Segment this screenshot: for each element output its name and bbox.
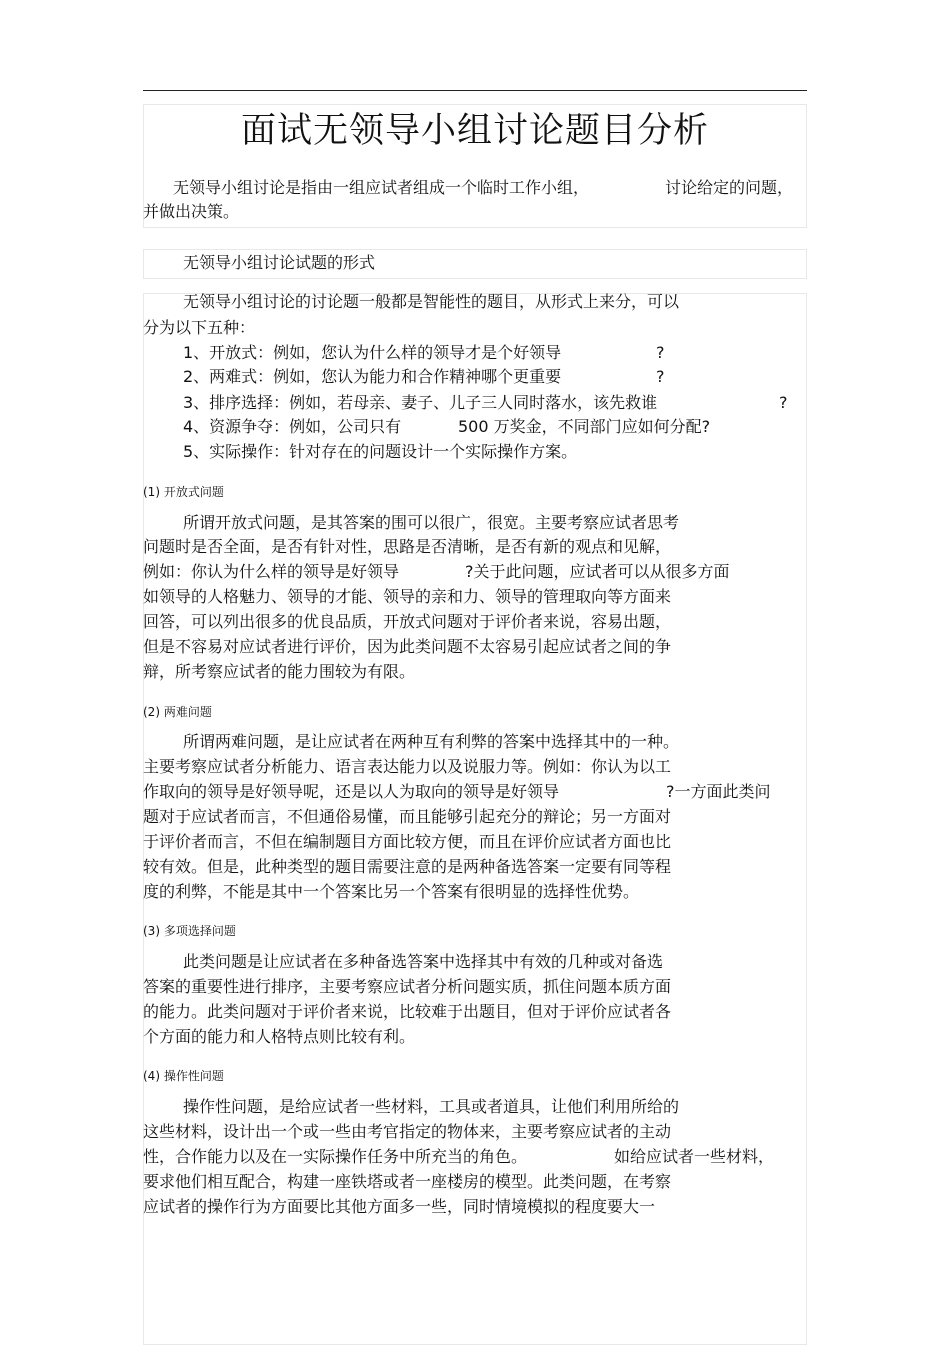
forms-item-3: 3、排序选择：例如，若母亲、妻子、儿子三人同时落水，该先救谁 [183, 393, 658, 412]
forms-item-4: 4、资源争夺：例如，公司只有 [183, 417, 402, 436]
forms-item-1: 1、开放式：例如，您认为什么样的领导才是个好领导 [183, 343, 562, 362]
forms-item-2: 2、两难式：例如，您认为能力和合作精神哪个更重要 [183, 367, 562, 386]
forms-intro-line-2: 分为以下五种： [143, 318, 256, 337]
multi-line-2: 答案的重要性进行排序，主要考察应试者分析问题实质，抓住问题本质方面 [143, 977, 672, 996]
multi-line-1: 此类问题是让应试者在多种备选答案中选择其中有效的几种或对备选 [183, 952, 664, 971]
open-line-2: 问题时是否全面，是否有针对性，思路是否清晰，是否有新的观点和见解， [143, 537, 672, 556]
dilemma-line-6: 较有效。但是，此种类型的题目需要注意的是两种备选答案一定要有同等程 [143, 857, 672, 876]
dilemma-line-3-right: ?一方面此类问 [666, 782, 771, 801]
dilemma-line-2: 主要考察应试者分析能力、语言表达能力以及说服力等。例如：你认为以工 [143, 757, 672, 776]
dilemma-line-3: 作取向的领导是好领导呢，还是以人为取向的领导是好领导 [143, 782, 560, 801]
open-line-4: 如领导的人格魅力、领导的才能、领导的亲和力、领导的管理取向等方面来 [143, 587, 672, 606]
operation-line-1: 操作性问题，是给应试者一些材料，工具或者道具，让他们利用所给的 [183, 1097, 680, 1116]
forms-item-3-mark: ? [779, 393, 788, 412]
forms-intro-line-1: 无领导小组讨论的讨论题一般都是智能性的题目，从形式上来分，可以 [183, 292, 680, 311]
operation-line-5: 应试者的操作行为方面要比其他方面多一些，同时情境模拟的程度要大一 [143, 1197, 656, 1216]
open-line-5: 回答，可以列出很多的优良品质，开放式问题对于评价者来说，容易出题， [143, 612, 672, 631]
section-heading: 无领导小组讨论试题的形式 [183, 253, 376, 272]
multi-line-3: 的能力。此类问题对于评价者来说，比较难于出题目，但对于评价应试者各 [143, 1002, 672, 1021]
dilemma-line-1: 所谓两难问题，是让应试者在两种互有利弊的答案中选择其中的一种。 [183, 732, 680, 751]
open-line-3-right: ?关于此问题，应试者可以从很多方面 [465, 562, 730, 581]
operation-line-2: 这些材料，设计出一个或一些由考官指定的物体来，主要考察应试者的主动 [143, 1122, 672, 1141]
open-line-3: 例如：你认为什么样的领导是好领导 [143, 562, 400, 581]
page-title: 面试无领导小组讨论题目分析 [240, 111, 709, 151]
forms-item-5: 5、实际操作：针对存在的问题设计一个实际操作方案。 [183, 442, 578, 461]
dilemma-line-7: 度的利弊，不能是其中一个答案比另一个答案有很明显的选择性优势。 [143, 882, 640, 901]
intro-line-1: 无领导小组讨论是指由一组应试者组成一个临时工作小组， [173, 178, 590, 197]
dilemma-line-5: 于评价者而言，不但在编制题目方面比较方便，而且在评价应试者方面也比 [143, 832, 672, 851]
operation-label: (4) 操作性问题 [143, 1069, 224, 1083]
open-label: (1) 开放式问题 [143, 485, 224, 499]
open-line-7: 辩，所考察应试者的能力围较为有限。 [143, 662, 416, 681]
forms-item-1-mark: ? [656, 343, 665, 362]
dilemma-label: (2) 两难问题 [143, 705, 212, 719]
multi-label: (3) 多项选择问题 [143, 924, 236, 938]
intro-line-1-right: 讨论给定的问题， [665, 178, 794, 197]
open-line-1: 所谓开放式问题，是其答案的围可以很广，很宽。主要考察应试者思考 [183, 513, 680, 532]
operation-line-3: 性，合作能力以及在一实际操作任务中所充当的角色。 [143, 1147, 528, 1166]
multi-line-4: 个方面的能力和人格特点则比较有利。 [143, 1027, 416, 1046]
forms-item-4-mark: 500 万奖金，不同部门应如何分配? [458, 417, 711, 436]
open-line-6: 但是不容易对应试者进行评价，因为此类问题不太容易引起应试者之间的争 [143, 637, 672, 656]
operation-line-3-right: 如给应试者一些材料， [614, 1147, 775, 1166]
dilemma-line-4: 题对于应试者而言，不但通俗易懂，而且能够引起充分的辩论；另一方面对 [143, 807, 672, 826]
forms-item-2-mark: ? [656, 367, 665, 386]
top-rule [143, 90, 807, 91]
operation-line-4: 要求他们相互配合，构建一座铁塔或者一座楼房的模型。此类问题，在考察 [143, 1172, 672, 1191]
intro-line-2: 并做出决策。 [143, 202, 240, 221]
